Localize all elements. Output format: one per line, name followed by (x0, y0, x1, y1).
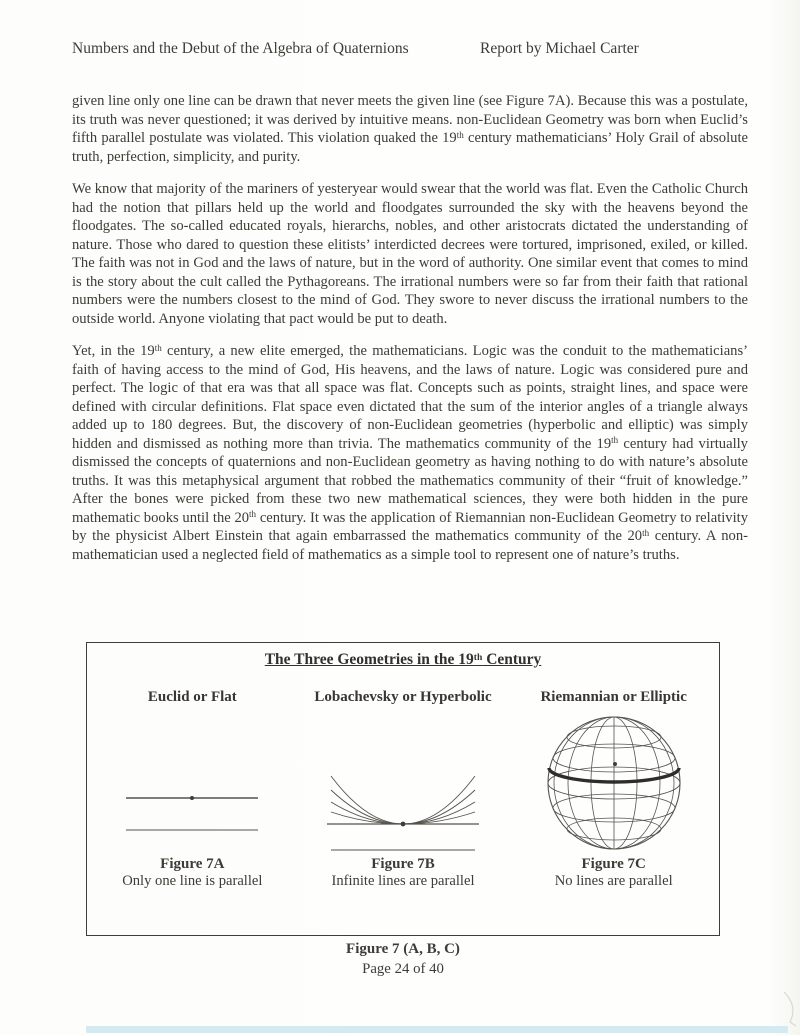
body-text (72, 92, 748, 578)
figure-column-riemannian (508, 689, 719, 890)
point-on-sphere (613, 762, 617, 766)
column-heading-riemannian: Riemannian or Elliptic (540, 689, 687, 705)
column-heading-euclid: Euclid or Flat (147, 689, 237, 705)
figure-column-lobachevsky (298, 689, 509, 890)
column-heading-lobachevsky: Lobachevsky or Hyperbolic (314, 689, 492, 705)
flat-geometry-svg (122, 792, 262, 854)
hyperbolic-geometry-svg (323, 762, 483, 854)
point-on-line (190, 796, 194, 800)
paragraph-2: We know that majority of the mariners of yesteryear would swear that the world was flat. Even the Catholic Church had the notion that pillars held up the world and floodgates surrounded the sky with the heavens beyond the floodgates. The so-called educated royals, hierarchs, nobles, and other aristocrats dictated the understanding of nature. Those who dared to question these elitists’ interdicted decrees were tortured, imprisoned, exiled, or killed. The faith was not in God and the laws of nature, but in the word of authority. One similar event that comes to mind is the story about the cult called the Pythagoreans. The irrational numbers were so far from their faith that rational numbers were the numbers closest to the mind of God. They swore to never discuss the irrational numbers to the outside world. Anyone violating that pact would be put to death. (72, 181, 748, 327)
figure-column-euclid (87, 689, 298, 890)
fan-line (331, 802, 475, 824)
header-title: Numbers and the Debut of the Algebra of Quaternions (72, 40, 409, 57)
sphere-wireframe-svg (543, 712, 685, 854)
caption-sub-7b: Infinite lines are parallel (331, 873, 475, 889)
caption-sub-7c: No lines are parallel (554, 873, 673, 889)
euclid-flat-diagram (122, 706, 262, 854)
paragraph-3: Yet, in the 19th century, a new elite emerged, the mathematicians. Logic was the conduit to the mathematicians’ faith of having access to the mind of God, His heavens, and the laws of nature. Logic was considered pure and perfect. The logic of that era was that all space was flat. Concepts such as points, straight lines, and space were defined with circular definitions. Flat space even dictated that the sum of the interior angles of a triangle always added up to 180 degrees. But, the discovery of non-Euclidean geometries (hyperbolic and elliptic) was simply hidden and dismissed as nothing more than trivia. The mathematics community of the 19th century had virtually dismissed the concepts of quaternions and non-Euclidean geometry as having nothing to do with nature’s absolute truths. It was this metaphysical argument that robbed the mathematics community of their “fruit of knowledge.” After the bones were picked from these two new mathematical sciences, they were both hidden in the pure mathematic books until the 20th century. It was the application of Riemannian non-Euclidean Geometry to relativity by the physicist Albert Einstein that again embarrassed the mathematics community of the 20th century. A non-mathematician used a neglected field of mathematics as a simple tool to represent one of nature’s truths. (72, 342, 749, 563)
scan-corner-artifact (782, 992, 800, 1032)
caption-figure-7b: Figure 7B (371, 856, 435, 872)
header-byline: Report by Michael Carter (480, 40, 639, 57)
caption-figure-7a: Figure 7A (160, 856, 225, 872)
figure-box (86, 642, 720, 936)
fan-line (331, 790, 475, 824)
figure-group-label: Figure 7 (A, B, C) (346, 941, 460, 957)
point-on-line (401, 822, 406, 827)
page-footer (86, 941, 720, 978)
fan-line (331, 776, 475, 824)
elliptic-diagram (543, 706, 685, 854)
caption-sub-7a: Only one line is parallel (122, 873, 263, 889)
page-number: Page 24 of 40 (362, 961, 444, 977)
scan-bottom-bar (86, 1026, 788, 1033)
paragraph-1: given line only one line can be drawn that never meets the given line (see Figure 7A). Because this was a postulate, its truth was never questioned; it was derived by intuitive means. non-Euclidean Geometry was born when Euclid’s fifth parallel postulate was violated. This violation quaked the 19th century mathematicians’ Holy Grail of absolute truth, perfection, simplicity, and purity. (72, 93, 748, 165)
caption-figure-7c: Figure 7C (581, 856, 646, 872)
figure-columns (87, 689, 719, 890)
hyperbolic-diagram (323, 706, 483, 854)
figure-box-title: The Three Geometries in the 19th Century (264, 651, 542, 668)
